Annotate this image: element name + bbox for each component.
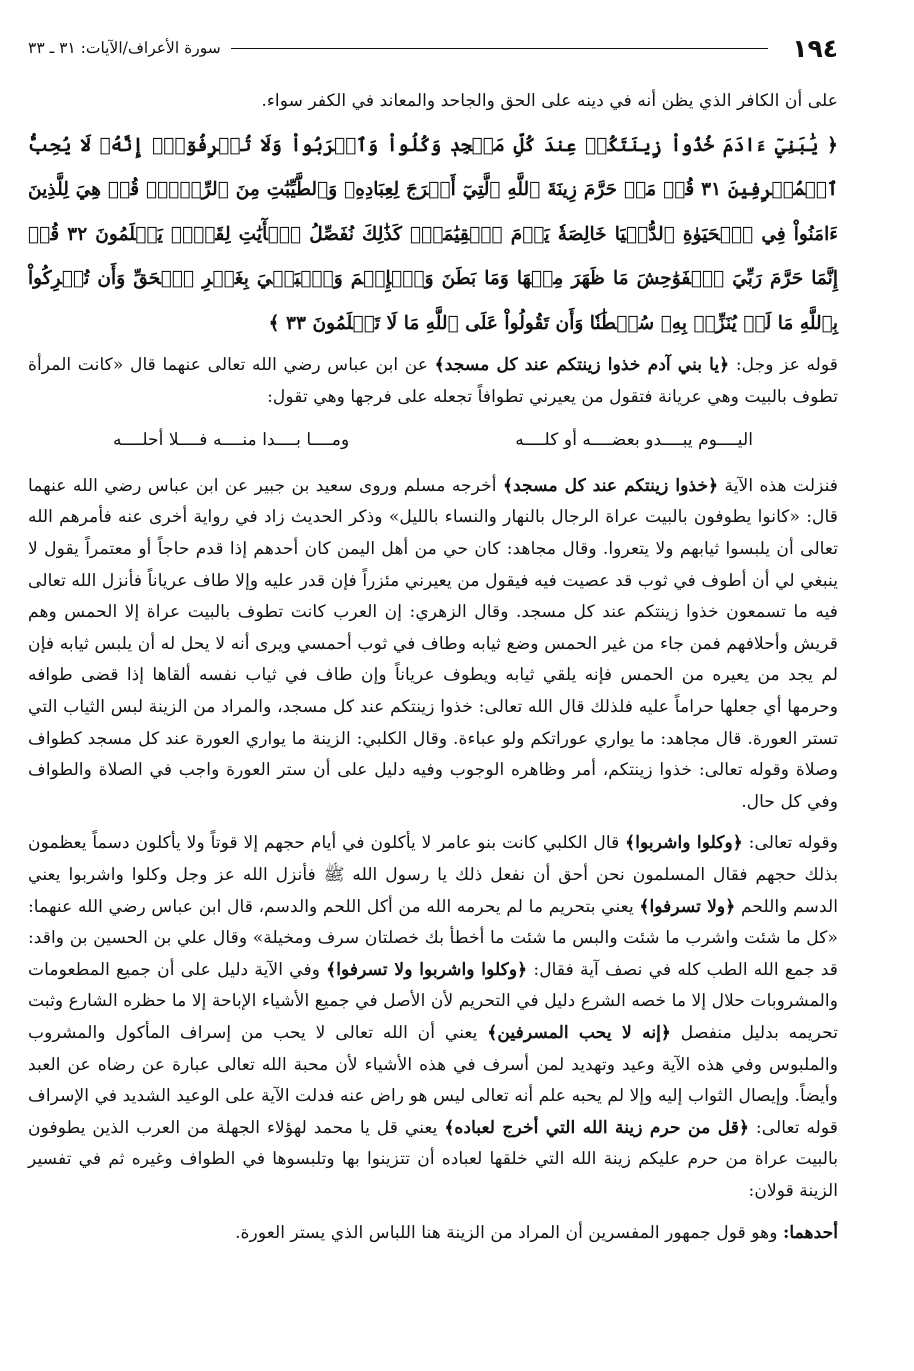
para3-quote-1: ﴿وكلوا واشربوا﴾ (625, 833, 743, 854)
para3-quote-5: ﴿قل من حرم زينة الله التي أخرج لعباده﴾ (444, 1117, 750, 1138)
poem-hemistich-left: ومــــا بــــدا منــــه فــــلا أحلــــه (113, 430, 350, 451)
para1-quote: ﴿يا بني آدم خذوا زينتكم عند كل مسجد﴾ (434, 355, 730, 376)
para3-text-2: قال الكلبي كانت بنو عامر لا يأكلون في أيام حجهم إلا قوتاً ولا يأكلون دسماً يعظمون بذلك حجهم فقال المسلمون نحن أحق أن نفعل ذلك يا رسول الله ﷺ فأنزل الله عز وجل وكلوا واشربوا يعني الدسم واللحم (28, 833, 838, 917)
para4-text: وهو قول جمهور المفسرين أن المراد من الزينة هنا اللباس الذي يستر العورة. (235, 1222, 783, 1243)
para3-text-3: يعني بتحريم ما لم يحرمه الله من أكل اللحم والدسم، قال ابن عباس رضي الله عنهما: «كل ما شئت واشرب ما شئت والبس ما شئت ما أخطأ بك خصلتان سرف ومخيلة» وقال علي بن الحسين بن واقد: قد جمع الله الطب كله في نصف آية فقال: (28, 896, 838, 980)
poem-verse (113, 425, 753, 457)
commentary-paragraph-3 (28, 828, 838, 1207)
para1-text: عن ابن عباس رضي الله تعالى عنهما قال «كانت المرأة تطوف بالبيت وهي عريانة فتقول من يعيرني تطوافاً تجعله على فرجها وهي تقول: (28, 355, 838, 407)
page-number: ١٩٤ (792, 33, 838, 63)
para2-prefix: فنزلت هذه الآية (718, 475, 838, 496)
para3-text-4: وفي الآية دليل على أن جميع المطعومات والمشروبات حلال إلا ما خصه الشرع دليل في التحريم لأن الأصل في جميع الأشياء الإباحة إلا ما حظره الشارع وثبت تحريمه بدليل منفصل (28, 959, 838, 1043)
para3-quote-4: ﴿إنه لا يحب المسرفين﴾ (487, 1022, 671, 1043)
commentary-paragraph-4 (28, 1218, 838, 1250)
para1-prefix: قوله عز وجل: (729, 355, 838, 376)
para2-text: أخرجه مسلم وروى سعيد بن جبير عن ابن عباس رضي الله عنهما قال: «كانوا يطوفون بالبيت عراة الرجال بالنهار والنساء بالليل» وذكر الحديث زاد في رواية أخرى عنه فأمرهم الله تعالى أن يلبسوا ثيابهم ولا يتعروا. وقال مجاهد: كان حي من أهل اليمن كان أحدهم إذا قدم حاجاً أو معتمراً يقول لا ينبغي لي أن أطوف في ثوب قد عصيت فيه فيقول من يعيرني مئزراً فإن قدر عليه وإلا طاف عرياناً فأنزل الله تعالى فيه ما تسمعون خذوا زينتكم عند كل مسجد. وقال الزهري: إن العرب كانت تطوف بالبيت عراة إلا الحمس وهم قريش وأحلافهم فمن جاء من غير الحمس وضع ثيابه وطاف في ثوب أحمسي ويرى أنه لا يحل له أن يلبس ثيابه فإن لم يجد من يعيره من الحمس فإنه يلقي ثيابه ويطوف عرياناً وإن طاف في ثياب نفسه ألقاها إذا قضى طوافه وحرمها أي جعلها حراماً عليه فلذلك قال الله تعالى: خذوا زينتكم عند كل مسجد، والمراد من الزينة لبس الثياب التي تستر العورة. قال مجاهد: ما يواري عوراتكم ولو عباءة. وقال الكلبي: الزينة ما يواري العورة عند كل مسجد كطواف وصلاة وقوله تعالى: خذوا زينتكم، أمر وظاهره الوجوب وفيه دليل على أن ستر العورة واجب في الصلاة والطواف وفي كل حال. (28, 475, 838, 812)
intro-line: على أن الكافر الذي يظن أنه في دينه على الحق والجاحد والمعاند في الكفر سواء. (261, 91, 838, 111)
commentary-paragraph-1 (28, 350, 838, 413)
para2-quote: ﴿خذوا زينتكم عند كل مسجد﴾ (502, 475, 719, 496)
page-header (28, 30, 838, 66)
header-rule (231, 48, 769, 49)
poem-hemistich-right: اليــــوم يبــــدو بعضــــه أو كلــــه (515, 430, 753, 451)
surah-title: سورة الأعراف/الآيات: ٣١ ـ ٣٣ (28, 39, 221, 57)
para4-label: أحدهما: (782, 1222, 838, 1243)
para3-text-1: وقوله تعالى: (742, 833, 838, 854)
para3-quote-3: ﴿وكلوا واشربوا ولا تسرفوا﴾ (326, 959, 528, 980)
quran-verses: ﴿ يَٰبَنِيٓ ءَادَمَ خُذُواْ زِينَتَكُمۡ عِندَ كُلِّ مَسۡجِدٖ وَكُلُواْ وَٱشۡرَبُواْ وَلَا تُسۡرِفُوٓاْۚ إِنَّهُۥ لَا يُحِبُّ ٱلۡمُسۡرِفِينَ ٣١ قُلۡ مَنۡ حَرَّمَ زِينَةَ ٱللَّهِ ٱلَّتِيٓ أَخۡرَجَ لِعِبَادِهِۦ وَٱلطَّيِّبَٰتِ مِنَ ٱلرِّزۡقِۚ قُلۡ هِيَ لِلَّذِينَ ءَامَنُواْ فِي ٱلۡحَيَوٰةِ ٱلدُّنۡيَا خَالِصَةٗ يَوۡمَ ٱلۡقِيَٰمَةِۗ كَذَٰلِكَ نُفَصِّلُ ٱلۡأٓيَٰتِ لِقَوۡمٖ يَعۡلَمُونَ ٣٢ قُلۡ إِنَّمَا حَرَّمَ رَبِّيَ ٱلۡفَوَٰحِشَ مَا ظَهَرَ مِنۡهَا وَمَا بَطَنَ وَٱلۡإِثۡمَ وَٱلۡبَغۡيَ بِغَيۡرِ ٱلۡحَقِّ وَأَن تُشۡرِكُواْ بِٱللَّهِ مَا لَمۡ يُنَزِّلۡ بِهِۦ سُلۡطَٰنٗا وَأَن تَقُولُواْ عَلَى ٱللَّهِ مَا لَا تَعۡلَمُونَ ٣٣ ﴾ (28, 134, 838, 334)
para3-text-5: يعني أن الله تعالى لا يحب من إسراف المأكول والمشروب والملبوس وفي هذه الآية وعيد وتهديد لمن أسرف في هذه الأشياء لأن محبة الله تعالى عبارة عن رضاه عن العبد وأيضاً. وإيصال الثواب إليه وإلا لم يحبه علم أنه تعالى ليس هو راض عنه فدلت الآية على الوعيد الشديد في الإسراف قوله تعالى: (28, 1022, 838, 1138)
para3-quote-2: ﴿ولا تسرفوا﴾ (639, 896, 736, 917)
page-body (28, 86, 838, 1249)
para3-text-6: يعني قل يا محمد لهؤلاء الجهلة من العرب الذين يطوفون بالبيت عراة من حرم عليكم زينة الله التي خلقها لعباده أن تتزينوا بها وتلبسوها في الطواف وغيره ثم في تفسير الزينة قولان: (28, 1117, 838, 1201)
commentary-paragraph-2 (28, 471, 838, 819)
